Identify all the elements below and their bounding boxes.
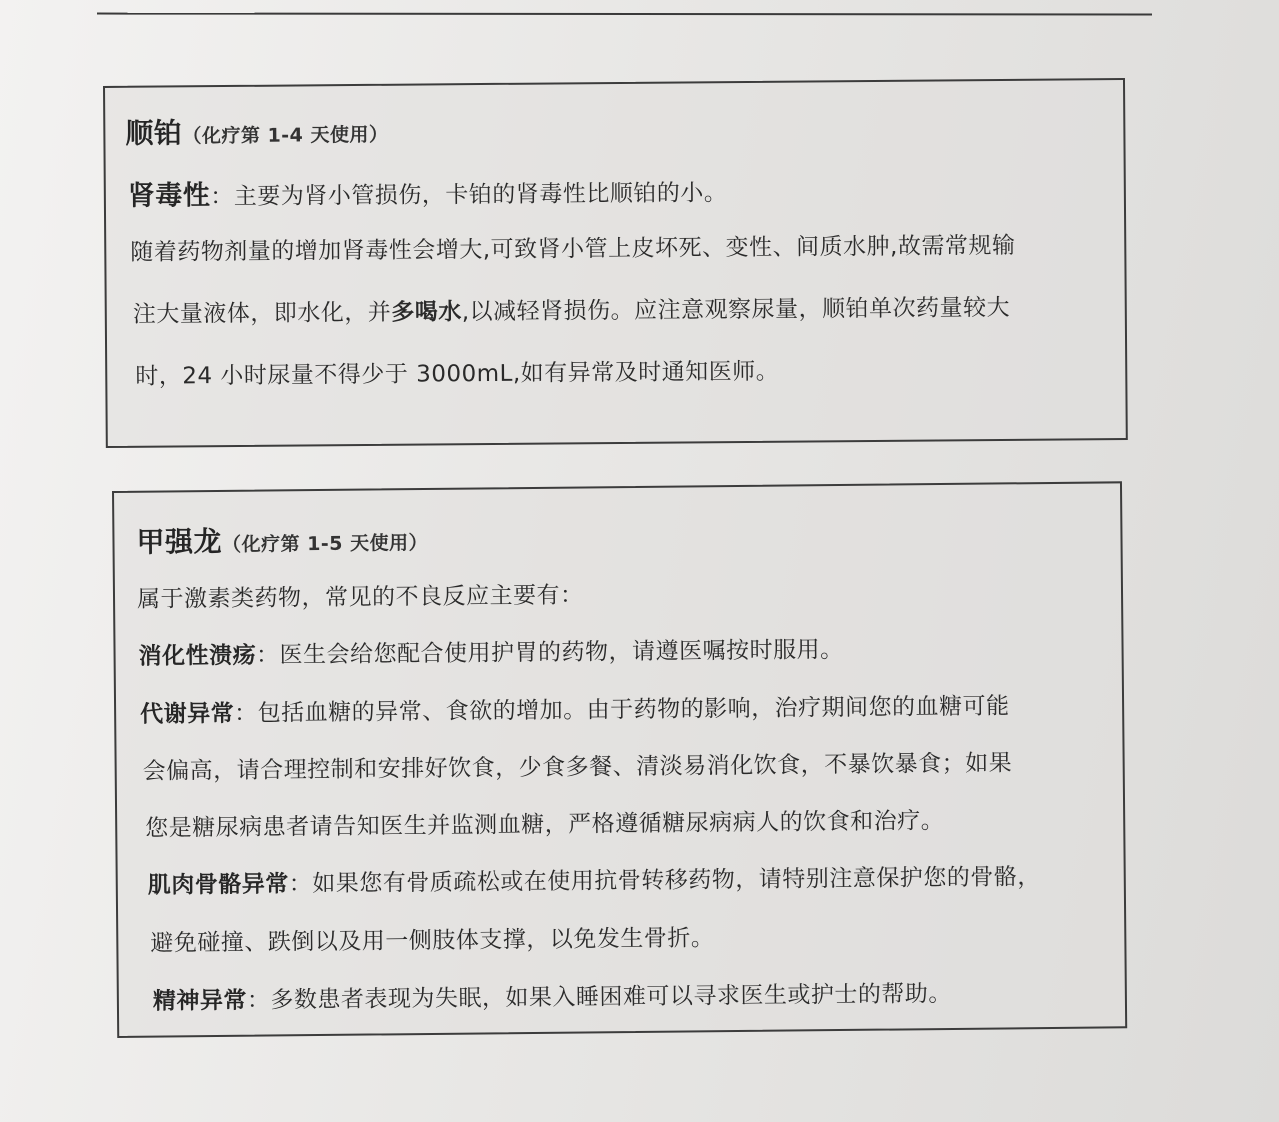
methylprednisolone-line-7 <box>150 919 714 957</box>
cisplatin-line-4-text: 时，24 小时尿量不得少于 3000mL,如有异常及时通知医师。 <box>135 358 780 390</box>
cisplatin-box <box>103 78 1128 448</box>
metabolic-text: ：包括血糖的异常、食欲的增加。由于药物的影响，治疗期间您的血糖可能 <box>234 693 1010 727</box>
cisplatin-line-3-after: ,以减轻肾损伤。应注意观察尿量，顺铂单次药量较大 <box>461 294 1011 326</box>
methylprednisolone-line-6 <box>148 858 1041 900</box>
methylprednisolone-usage-note: （化疗第 1-5 天使用） <box>221 531 429 556</box>
metabolic-label: 代谢异常 <box>140 700 235 728</box>
methylprednisolone-line-1 <box>137 576 584 613</box>
cisplatin-line-2 <box>130 227 1015 267</box>
cisplatin-line-1 <box>128 169 728 213</box>
methylprednisolone-line-4 <box>143 744 1013 785</box>
methylprednisolone-heading <box>136 518 428 561</box>
methylprednisolone-line-2 <box>138 631 843 671</box>
drink-water-emphasis: 多喝水 <box>391 299 462 326</box>
methylprednisolone-line-4-text: 会偏高，请合理控制和安排好饮食，少食多餐、清淡易消化饮食，不暴饮暴食；如果 <box>142 750 1013 785</box>
methylprednisolone-line-5-text: 您是糖尿病患者请告知医生并监测血糖，严格遵循糖尿病病人的饮食和治疗。 <box>145 808 945 842</box>
methylprednisolone-intro-text: 属于激素类药物，常见的不良反应主要有： <box>136 582 584 613</box>
cisplatin-line-4 <box>135 353 779 391</box>
cisplatin-heading <box>125 110 388 152</box>
methylprednisolone-title: 甲强龙 <box>136 524 223 559</box>
methylprednisolone-line-8 <box>153 975 952 1016</box>
psychiatric-text: ：多数患者表现为失眠，如果入睡困难可以寻求医生或护士的帮助。 <box>246 980 952 1014</box>
nephrotoxicity-label: 肾毒性 <box>127 180 211 212</box>
methylprednisolone-line-5 <box>145 802 944 843</box>
cisplatin-line-2-text: 随着药物剂量的增加肾毒性会增大,可致肾小管上皮坏死、变性、间质水肿,故需常规输 <box>130 232 1016 266</box>
nephrotoxicity-text: ：主要为肾小管损伤，卡铂的肾毒性比顺铂的小。 <box>210 180 728 211</box>
peptic-ulcer-label: 消化性溃疡 <box>138 642 257 670</box>
cisplatin-title: 顺铂 <box>125 116 183 150</box>
top-rule <box>97 13 1152 16</box>
methylprednisolone-line-7-text: 避免碰撞、跌倒以及用一侧肢体支撑，以免发生骨折。 <box>150 925 715 957</box>
cisplatin-usage-note: （化疗第 1-4 天使用） <box>182 123 389 148</box>
musculoskeletal-text: ：如果您有骨质疏松或在使用抗骨转移药物，请特别注意保护您的骨骼， <box>288 864 1041 898</box>
cisplatin-line-3 <box>133 289 1011 329</box>
musculoskeletal-label: 肌肉骨骼异常 <box>147 871 289 899</box>
cisplatin-line-3-before: 注大量液体，即水化，并 <box>132 299 392 328</box>
peptic-ulcer-text: ：医生会给您配合使用护胃的药物，请遵医嘱按时服用。 <box>255 636 844 669</box>
methylprednisolone-box <box>112 481 1127 1038</box>
methylprednisolone-line-3 <box>140 687 1010 728</box>
psychiatric-label: 精神异常 <box>152 987 248 1015</box>
